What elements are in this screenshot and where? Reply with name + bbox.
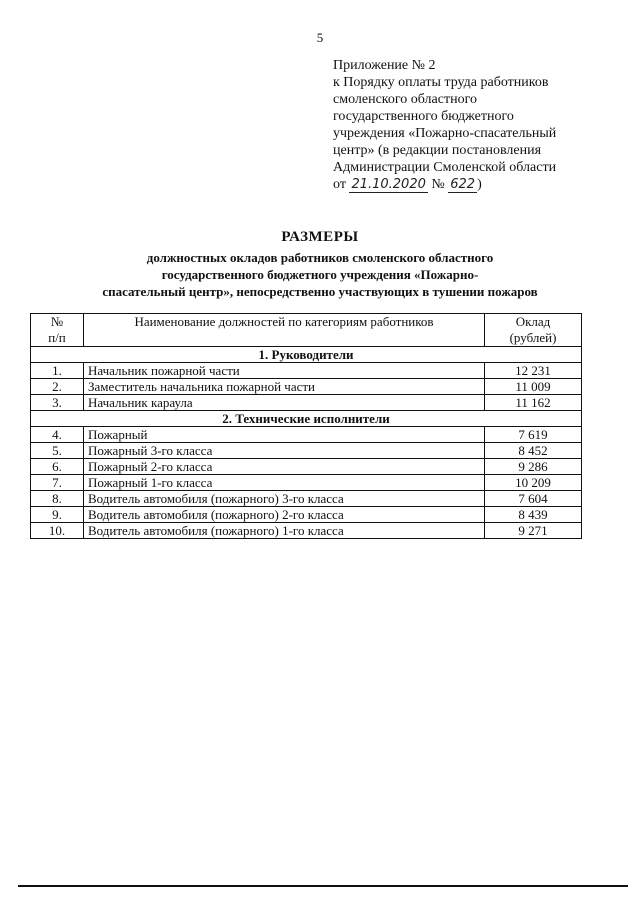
row-salary: 8 439 xyxy=(485,507,582,523)
row-position: Водитель автомобиля (пожарного) 2-го класса xyxy=(84,507,485,523)
row-number: 10. xyxy=(31,523,84,539)
appendix-line: центр» (в редакции постановления xyxy=(333,143,542,158)
row-number: 7. xyxy=(31,475,84,491)
row-salary: 9 271 xyxy=(485,523,582,539)
table-row xyxy=(31,363,582,379)
row-position: Пожарный xyxy=(84,427,485,443)
row-position: Пожарный 1-го класса xyxy=(84,475,485,491)
row-position: Пожарный 2-го класса xyxy=(84,459,485,475)
table-row xyxy=(31,427,582,443)
row-salary: 9 286 xyxy=(485,459,582,475)
appendix-line: Администрации Смоленской области xyxy=(333,160,557,175)
document-subtitle-line: должностных окладов работников смоленского областного xyxy=(146,250,494,265)
table-row xyxy=(31,379,582,395)
row-salary: 11 009 xyxy=(485,379,582,395)
row-salary: 12 231 xyxy=(485,363,582,379)
appendix-line: учреждения «Пожарно-спасательный xyxy=(333,126,557,141)
row-salary: 11 162 xyxy=(485,395,582,411)
row-number: 8. xyxy=(31,491,84,507)
row-position: Заместитель начальника пожарной части xyxy=(84,379,485,395)
row-position: Водитель автомобиля (пожарного) 1-го класса xyxy=(84,523,485,539)
appendix-line: государственного бюджетного xyxy=(333,109,514,124)
row-number: 6. xyxy=(31,459,84,475)
number-prefix: № xyxy=(431,177,445,192)
header-salary-line2: (рублей) xyxy=(509,330,557,345)
from-prefix: от xyxy=(333,177,346,192)
table-row xyxy=(31,395,582,411)
row-salary: 7 604 xyxy=(485,491,582,507)
closing-paren: ) xyxy=(477,177,482,192)
row-number: 9. xyxy=(31,507,84,523)
appendix-block xyxy=(333,57,633,193)
handwritten-number: 622 xyxy=(450,177,476,192)
row-position: Начальник пожарной части xyxy=(84,363,485,379)
row-number: 1. xyxy=(31,363,84,379)
row-salary: 8 452 xyxy=(485,443,582,459)
handwritten-date: 21.10.2020 xyxy=(351,177,426,192)
row-number: 4. xyxy=(31,427,84,443)
section-title: 1. Руководители xyxy=(31,347,582,363)
section-title: 2. Технические исполнители xyxy=(31,411,582,427)
header-position-name: Наименование должностей по категориям работников xyxy=(84,314,485,347)
salary-table xyxy=(30,313,582,539)
table-row xyxy=(31,443,582,459)
header-salary xyxy=(485,314,582,347)
header-number-line1: № xyxy=(50,314,64,329)
table-row xyxy=(31,523,582,539)
row-salary: 7 619 xyxy=(485,427,582,443)
appendix-line: смоленского областного xyxy=(333,92,477,107)
row-position: Начальник караула xyxy=(84,395,485,411)
appendix-line: к Порядку оплаты труда работников xyxy=(333,75,549,90)
table-row xyxy=(31,507,582,523)
document-subtitle-line: государственного бюджетного учреждения «Пожарно- xyxy=(161,267,479,282)
section-row xyxy=(31,411,582,427)
document-subtitle-line: спасательный центр», непосредственно участвующих в тушении пожаров xyxy=(102,284,538,299)
table-row xyxy=(31,459,582,475)
document-heading xyxy=(0,229,640,300)
header-salary-line1: Оклад xyxy=(515,314,551,329)
table-header-row xyxy=(31,314,582,347)
section-row xyxy=(31,347,582,363)
row-number: 2. xyxy=(31,379,84,395)
table-row xyxy=(31,475,582,491)
row-salary: 10 209 xyxy=(485,475,582,491)
appendix-line: Приложение № 2 xyxy=(333,58,436,73)
row-number: 3. xyxy=(31,395,84,411)
page-number: 5 xyxy=(316,30,324,45)
row-position: Пожарный 3-го класса xyxy=(84,443,485,459)
bottom-divider xyxy=(18,885,628,887)
row-number: 5. xyxy=(31,443,84,459)
table-row xyxy=(31,491,582,507)
resolution-reference xyxy=(333,176,633,193)
header-number xyxy=(31,314,84,347)
row-position: Водитель автомобиля (пожарного) 3-го класса xyxy=(84,491,485,507)
header-number-line2: п/п xyxy=(48,330,66,345)
document-title: РАЗМЕРЫ xyxy=(281,229,359,245)
